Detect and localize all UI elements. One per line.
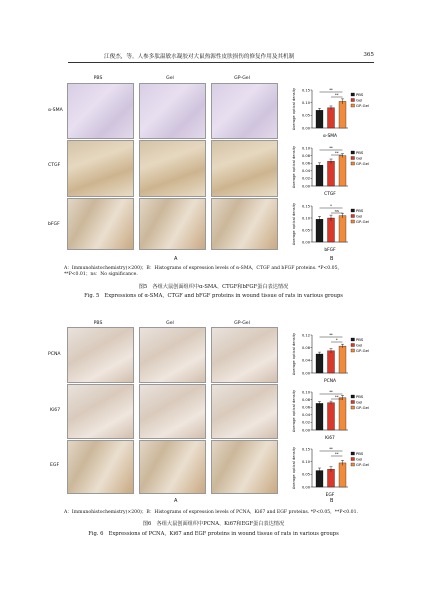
- bar: [328, 403, 335, 430]
- legend-swatch: [351, 338, 355, 341]
- bar: [328, 108, 335, 128]
- legend-swatch: [351, 458, 355, 461]
- y-axis-label: Average optical density: [292, 332, 296, 376]
- fig5-title-en: Fig. 5 Expressions of α-SMA，CTGF and bFGF proteins in wound tissue of rats in various groups: [84, 293, 343, 299]
- y-tick-label: 0.15: [301, 88, 310, 93]
- row-label-pcna: PCNA: [48, 352, 61, 357]
- bar-chart-pcna: [290, 325, 390, 385]
- legend-label: Gel: [356, 155, 363, 161]
- ihc-image-asma-pbs: [67, 83, 134, 139]
- bar: [316, 354, 323, 373]
- legend-swatch: [351, 209, 355, 212]
- x-axis-label: α-SMA: [322, 134, 338, 139]
- ihc-image-ki67-pbs: [67, 384, 134, 439]
- y-tick-label: 0.00: [301, 184, 310, 189]
- legend-label: Gel: [356, 97, 363, 103]
- ihc-image-pcna-gel: [139, 327, 206, 383]
- bar: [316, 110, 323, 128]
- significance-label: **: [334, 395, 339, 400]
- legend-label: PBS: [356, 92, 364, 97]
- bar: [339, 156, 346, 186]
- legend-swatch: [351, 406, 355, 409]
- legend-swatch: [351, 104, 355, 107]
- legend-label: GP-Gel: [356, 103, 369, 108]
- legend-label: PBS: [356, 208, 364, 213]
- row-label-egf: EGF: [50, 463, 60, 468]
- bar: [328, 218, 335, 242]
- bar-chart-asma: [290, 80, 390, 140]
- legend-label: PBS: [356, 394, 364, 399]
- fig5-sublabel-a: A: [174, 256, 178, 262]
- row-label-bfgf: bFGF: [48, 222, 60, 227]
- header-rule: [68, 62, 374, 63]
- bar: [339, 216, 346, 242]
- running-title: 江俊杰，等。人参多肽温敏水凝胶对大鼠热源性皮肤损伤的修复作用及其机制: [104, 54, 295, 60]
- ihc-image-bfgf-gel: [139, 198, 206, 250]
- fig5-title-cn: 图5 各组大鼠创面组织中α-SMA、CTGF和bFGF蛋白表达情况: [138, 284, 289, 290]
- y-tick-label: 0.00: [301, 240, 310, 245]
- y-axis-label: Average optical density: [292, 446, 296, 490]
- y-tick-label: 0.00: [301, 126, 310, 131]
- legend-label: Gel: [356, 213, 363, 219]
- legend-swatch: [351, 99, 355, 102]
- bar-chart-bfgf: [290, 196, 390, 254]
- y-tick-label: 0.10: [301, 459, 310, 464]
- x-axis-label: PCNA: [323, 379, 337, 384]
- col-title-gpgel: GP-Gel: [234, 76, 250, 81]
- ihc-image-pcna-pbs: [67, 327, 134, 383]
- y-tick-label: 0.08: [301, 397, 310, 402]
- y-tick-label: 0.10: [301, 100, 310, 105]
- legend-label: PBS: [356, 451, 364, 456]
- y-axis-label: Average optical density: [292, 389, 296, 433]
- y-tick-label: 0.02: [301, 176, 310, 181]
- bar: [316, 219, 323, 242]
- ihc-image-asma-gel: [139, 83, 206, 139]
- y-tick-label: 0.10: [301, 390, 310, 395]
- legend-swatch: [351, 151, 355, 154]
- ihc-image-ctgf-gel: [139, 140, 206, 197]
- x-axis-label: Ki67: [325, 436, 335, 441]
- y-tick-label: 0.00: [301, 371, 310, 376]
- legend-label: PBS: [356, 337, 364, 342]
- y-tick-label: 0.06: [301, 405, 310, 410]
- y-tick-label: 0.05: [301, 472, 310, 477]
- fig5-sublabel-b: B: [330, 256, 334, 262]
- legend-label: GP-Gel: [356, 462, 369, 467]
- legend-swatch: [351, 395, 355, 398]
- bar: [316, 165, 323, 186]
- significance-label: **: [334, 93, 339, 98]
- significance-label: **: [329, 88, 333, 93]
- page-number: 365: [363, 52, 374, 58]
- bar: [328, 469, 335, 487]
- fig5-caption-note: A：Immunohistochemistry(×200)；B：Histograms of expression levels of α-SMA，CTGF and bFGF proteins. *P<0.05，**P<0.01；ns：No significance.: [64, 266, 343, 277]
- legend-label: GP-Gel: [356, 348, 369, 353]
- col-title-pbs: PBS: [93, 321, 103, 326]
- y-axis-label: Average optical density: [292, 202, 296, 246]
- fig6-title-cn: 图6 各组大鼠创面组织中PCNA、Ki67和EGF蛋白表达情况: [142, 521, 285, 527]
- fig6-sublabel-b: B: [330, 498, 334, 504]
- ihc-image-ctgf-pbs: [67, 140, 134, 197]
- bar: [339, 463, 346, 487]
- row-label-asma: α-SMA: [48, 108, 63, 113]
- significance-label: **: [329, 390, 333, 395]
- col-title-gel: Gel: [166, 76, 174, 81]
- bar-chart-ctgf: [290, 138, 390, 198]
- y-tick-label: 0.08: [301, 345, 310, 350]
- ihc-image-egf-pbs: [67, 440, 134, 494]
- ihc-image-pcna-gpgel: [211, 327, 278, 383]
- col-title-pbs: PBS: [93, 76, 103, 81]
- legend-label: GP-Gel: [356, 405, 369, 410]
- y-tick-label: 0.02: [301, 420, 310, 425]
- significance-label: **: [329, 447, 333, 452]
- legend-label: GP-Gel: [356, 161, 369, 166]
- y-tick-label: 0.04: [301, 169, 310, 174]
- legend-swatch: [351, 220, 355, 223]
- row-label-ki67: Ki67: [50, 408, 61, 413]
- legend-label: Gel: [356, 342, 363, 348]
- significance-label: **: [329, 333, 333, 338]
- bar-chart-egf: [290, 439, 390, 499]
- legend-swatch: [351, 452, 355, 455]
- ihc-image-ki67-gpgel: [211, 384, 278, 439]
- bar: [328, 351, 335, 373]
- y-tick-label: 0.10: [301, 146, 310, 151]
- bar: [339, 346, 346, 373]
- fig6-sublabel-a: A: [174, 498, 178, 504]
- y-tick-label: 0.05: [301, 113, 310, 118]
- fig6-caption-note: A：Immunohistochemistry(×200)；B：Histograms of expression levels of PCNA，Ki67 and EGF proteins. *P<0.05，**P<0.01.: [64, 510, 358, 515]
- y-tick-label: 0.04: [301, 413, 310, 418]
- row-label-ctgf: CTGF: [48, 163, 61, 168]
- col-title-gel: Gel: [166, 321, 174, 326]
- ihc-image-asma-gpgel: [211, 83, 278, 139]
- legend-label: PBS: [356, 150, 364, 155]
- y-tick-label: 0.10: [301, 216, 310, 221]
- y-axis-label: Average optical density: [292, 145, 296, 189]
- legend-label: Gel: [356, 399, 363, 405]
- legend-swatch: [351, 344, 355, 347]
- ihc-image-ctgf-gpgel: [211, 140, 278, 197]
- bar: [316, 403, 323, 430]
- bar: [339, 101, 346, 128]
- significance-label: *: [330, 204, 332, 209]
- fig6-title-en: Fig. 6 Expressions of PCNA，Ki67 and EGF proteins in wound tissue of rats in various groups: [88, 531, 339, 537]
- legend-label: GP-Gel: [356, 219, 369, 224]
- bar: [339, 398, 346, 430]
- legend-swatch: [351, 349, 355, 352]
- legend-swatch: [351, 162, 355, 165]
- legend-label: Gel: [356, 456, 363, 462]
- y-tick-label: 0.00: [301, 428, 310, 433]
- legend-swatch: [351, 463, 355, 466]
- ihc-image-egf-gpgel: [211, 440, 278, 494]
- significance-label: **: [334, 452, 339, 457]
- bar-chart-ki67: [290, 382, 390, 442]
- ihc-image-bfgf-pbs: [67, 198, 134, 250]
- y-tick-label: 0.04: [301, 358, 310, 363]
- x-axis-label: CTGF: [324, 192, 336, 197]
- y-tick-label: 0.15: [301, 204, 310, 209]
- y-tick-label: 0.05: [301, 228, 310, 233]
- significance-label: **: [334, 151, 339, 156]
- y-axis-label: Average optical density: [292, 87, 296, 131]
- running-header: [68, 52, 374, 62]
- y-tick-label: 0.08: [301, 153, 310, 158]
- ihc-image-bfgf-gpgel: [211, 198, 278, 250]
- y-tick-label: 0.12: [301, 333, 310, 338]
- x-axis-label: EGF: [325, 493, 335, 498]
- legend-swatch: [351, 157, 355, 160]
- legend-swatch: [351, 215, 355, 218]
- ihc-image-ki67-gel: [139, 384, 206, 439]
- legend-swatch: [351, 93, 355, 96]
- y-tick-label: 0.15: [301, 447, 310, 452]
- ihc-image-egf-gel: [139, 440, 206, 494]
- bar: [328, 161, 335, 186]
- legend-swatch: [351, 401, 355, 404]
- x-axis-label: bFGF: [324, 248, 336, 253]
- significance-label: *: [335, 338, 338, 343]
- significance-label: **: [329, 146, 333, 151]
- col-title-gpgel: GP-Gel: [234, 321, 250, 326]
- y-tick-label: 0.00: [301, 485, 310, 490]
- y-tick-label: 0.06: [301, 161, 310, 166]
- significance-label: ns: [334, 209, 339, 214]
